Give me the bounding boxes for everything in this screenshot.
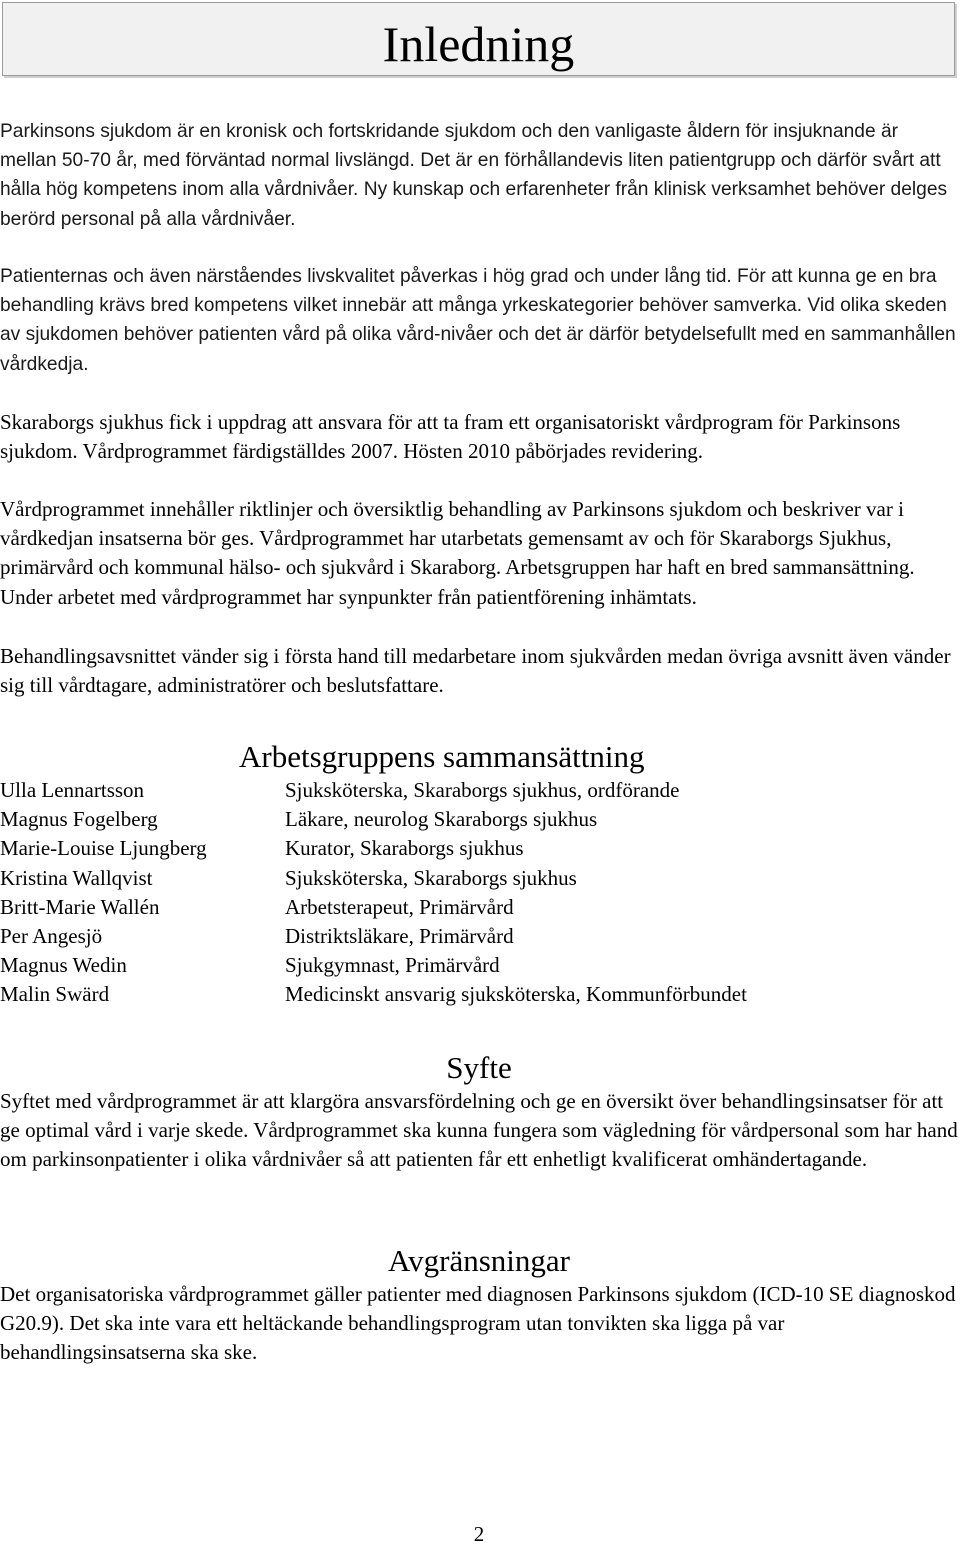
member-role: Sjukgymnast, Primärvård xyxy=(285,953,500,978)
member-name: Ulla Lennartsson xyxy=(0,778,145,802)
scope-heading: Avgränsningar xyxy=(388,1243,570,1278)
member-role: Sjuksköterska, Skaraborgs sjukhus xyxy=(285,865,577,890)
purpose-text: Syftet med vårdprogrammet är att klargöra ansvarsfördelning och ge en översikt över behandlingsinsatser för att ge optimal vård i varje skede. Vårdprogrammet ska kunna fungera som vägledning för vårdpersonal som har hand om parkinsonpatienter i olika vårdnivåer så att patienten får ett enhetligt kvalificerat omhändertagande. xyxy=(0,1089,958,1172)
scope-text: Det organisatoriska vårdprogrammet gäller patienter med diagnosen Parkinsons sjukdom (ICD-10 SE diagnoskod G20.9). Det ska inte vara ett heltäckande behandlingsprogram utan tonvikten ska ligga på var behandlingsinsatserna ska ske. xyxy=(0,1282,956,1365)
member-name: Magnus Fogelberg xyxy=(0,807,158,832)
member-row xyxy=(0,980,958,1009)
member-role: Kurator, Skaraborgs sjukhus xyxy=(285,836,524,861)
intro-paragraph-3: Skaraborgs sjukhus fick i uppdrag att ansvara för att ta fram ett organisatoriskt vårdprogram för Parkinsons sjukdom. Vårdprogrammet färdigställdes 2007. Hösten 2010 påbörjades revidering. xyxy=(0,410,901,464)
member-name: Per Angesjö xyxy=(0,923,103,948)
member-row xyxy=(0,893,958,922)
intro-paragraph-5: Behandlingsavsnittet vänder sig i första hand till medarbetare inom sjukvården medan övriga avsnitt även vänder sig till vårdtagare, administratörer och beslutsfattare. xyxy=(0,644,951,698)
member-row xyxy=(0,951,958,980)
member-role: Distriktsläkare, Primärvård xyxy=(285,923,514,948)
member-name: Magnus Wedin xyxy=(0,953,127,978)
member-row xyxy=(0,864,958,893)
member-row xyxy=(0,776,958,805)
member-role: Läkare, neurolog Skaraborgs sjukhus xyxy=(285,807,598,832)
title-box xyxy=(2,2,955,76)
member-role: Sjuksköterska, Skaraborgs sjukhus, ordförande xyxy=(285,778,680,802)
intro-paragraph-4: Vårdprogrammet innehåller riktlinjer och översiktlig behandling av Parkinsons sjukdom och beskriver var i vårdkedjan insatserna bör ges. Vårdprogrammet har utarbetats gemensamt av och för Skaraborgs Sjukhus, primärvård och kommunal hälso- och sjukvård i Skaraborg. Arbetsgruppen har haft en bred sammansättning. Under arbetet med vårdprogrammet har synpunkter från patientförening inhämtats. xyxy=(0,497,915,609)
member-name: Britt-Marie Wallén xyxy=(0,894,160,919)
intro-paragraph-2: Patienternas och även närståendes livskvalitet påverkas i hög grad och under lång tid. För att kunna ge en bra behandling krävs bred kompetens vilket innebär att många yrkeskategorier behöver samverka. Vid olika skeden av sjukdomen behöver patienten vård på olika vård-nivåer och det är därför betydelsefullt med en sammanhållen vårdkedja. xyxy=(0,266,956,375)
purpose-heading: Syfte xyxy=(446,1050,512,1085)
workgroup-list xyxy=(0,776,958,1010)
page-title: Inledning xyxy=(382,16,575,72)
member-row xyxy=(0,834,958,863)
member-row xyxy=(0,805,958,834)
workgroup-heading: Arbetsgruppens sammansättning xyxy=(239,739,645,774)
member-row xyxy=(0,922,958,951)
intro-paragraph-1: Parkinsons sjukdom är en kronisk och fortskridande sjukdom och den vanligaste åldern för insjuknande är mellan 50-70 år, med förväntad normal livslängd. Det är en förhållandevis liten patientgrupp och därför svårt att hålla hög kompetens inom alla vårdnivåer. Ny kunskap och erfarenheter från klinisk verksamhet behöver delges berörd personal på alla vårdnivåer. xyxy=(0,121,948,230)
member-role: Medicinskt ansvarig sjuksköterska, Kommunförbundet xyxy=(285,982,747,1007)
member-name: Marie-Louise Ljungberg xyxy=(0,836,207,861)
member-name: Kristina Wallqvist xyxy=(0,865,153,890)
page-number: 2 xyxy=(473,1522,485,1546)
member-name: Malin Swärd xyxy=(0,982,110,1007)
member-role: Arbetsterapeut, Primärvård xyxy=(285,894,514,919)
